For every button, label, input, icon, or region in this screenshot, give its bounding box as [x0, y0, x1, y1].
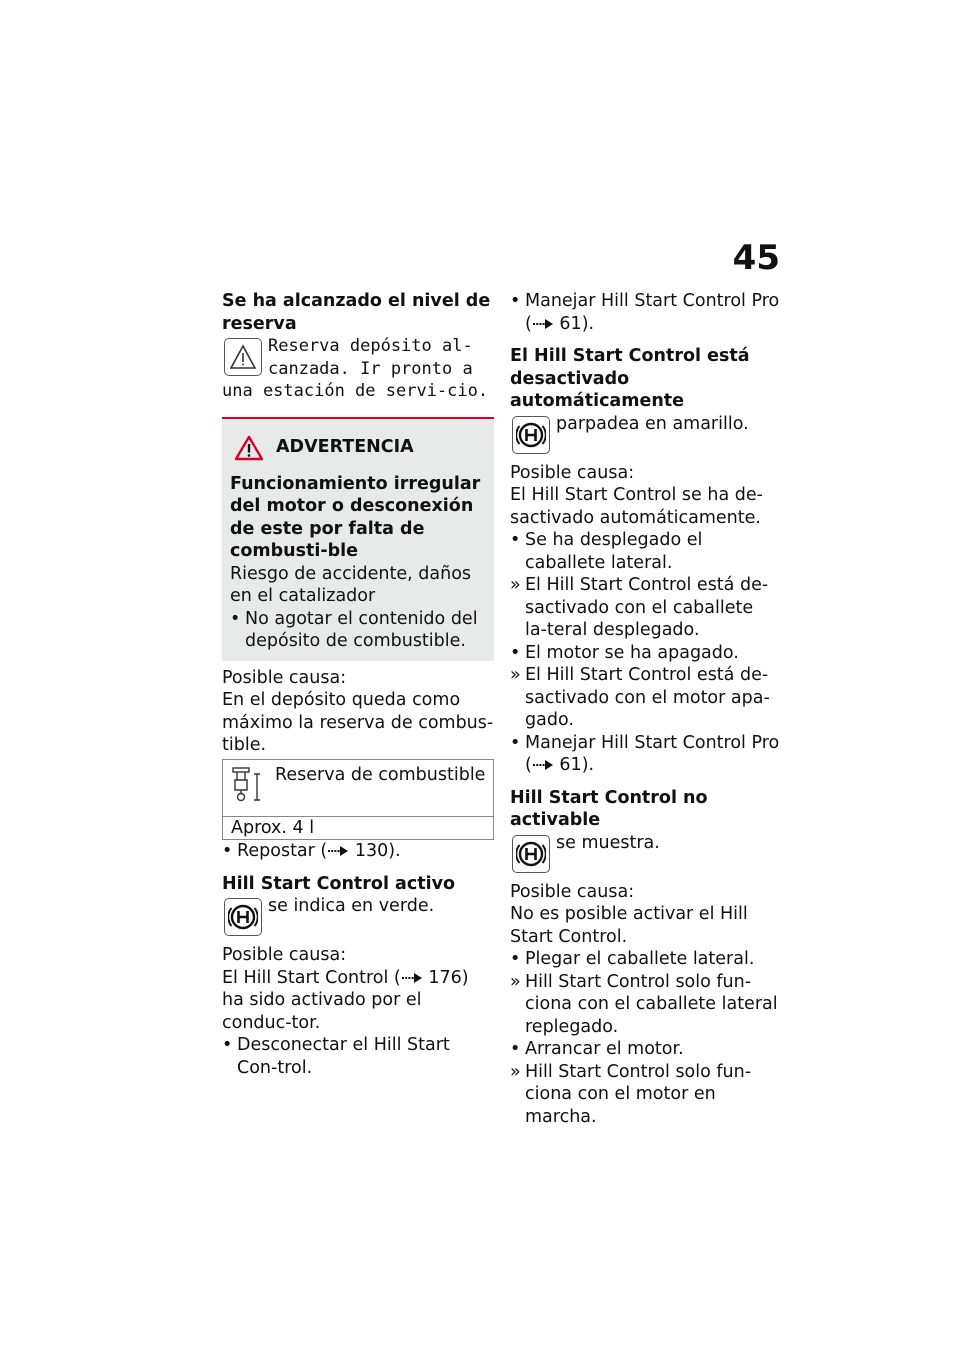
- pro-page: 61: [559, 313, 582, 334]
- refuel-instruction: [222, 840, 494, 863]
- spec-value: Aprox. 4 l: [223, 816, 493, 840]
- refuel-suffix: ).: [388, 841, 401, 861]
- warning-heading: Funcionamiento irregular del motor o desconexión de este por falta de combusti-ble: [230, 473, 481, 561]
- hsc-auto-cause-label: Posible causa:: [510, 462, 635, 483]
- list-item: • Plegar el caballete lateral.: [510, 948, 780, 971]
- hsc-active-actions: [222, 1034, 494, 1079]
- right-column: [510, 290, 780, 1128]
- hsc-auto-list: [510, 642, 780, 665]
- warning-header: [230, 435, 486, 461]
- hsc-auto-heading: El Hill Start Control está desactivado automáticamente: [510, 346, 750, 411]
- pro-text: Manejar Hill Start Control Pro (: [525, 291, 780, 334]
- hsc-active-cause-label: Posible causa:: [222, 945, 347, 965]
- hsc-notact-cause-label: Posible causa:: [510, 881, 635, 902]
- hsc-notact-result: [510, 971, 780, 1039]
- hsc-notact-cause-text: No es posible activar el Hill Start Control.: [510, 904, 748, 947]
- hsc-active-cause: [222, 967, 494, 1035]
- hill-start-h-icon: [512, 835, 550, 873]
- fuel-reserve-icon: [229, 764, 263, 804]
- hsc-notact-indicator: [510, 832, 780, 875]
- hsc-notact-list: [510, 1038, 780, 1061]
- warning-box: [222, 417, 494, 661]
- refuel-text: Repostar (: [237, 841, 328, 861]
- general-warning-icon: [224, 338, 262, 376]
- hsc-auto-list: [510, 529, 780, 574]
- hsc-auto-cause-text: El Hill Start Control se ha de-sactivado automáticamente.: [510, 485, 763, 528]
- fuel-reserve-spec: [222, 759, 494, 841]
- list-item: • Se ha desplegado el caballete lateral.: [510, 529, 780, 574]
- hsc-active-heading: Hill Start Control activo: [222, 873, 456, 894]
- warning-risk: Riesgo de accidente, daños en el catalizador: [230, 563, 472, 606]
- pro-suffix: ).: [581, 755, 595, 775]
- hsc-active-cause-post: ) ha sido activado por el conduc-tor.: [222, 967, 469, 1033]
- hsc-auto-indicator: [510, 413, 780, 456]
- left-column: [222, 290, 494, 1079]
- page-reference-arrow-icon: [532, 759, 554, 771]
- list-item: • Arrancar el motor.: [510, 1038, 780, 1061]
- hsc-active-indicator: [222, 895, 494, 938]
- hill-start-h-icon: [512, 416, 550, 454]
- warning-title: ADVERTENCIA: [276, 437, 414, 458]
- hsc-auto-indicator-text: parpadea en amarillo.: [556, 413, 749, 434]
- hsc-auto-result: [510, 574, 780, 642]
- hsc-notact-heading: Hill Start Control no activable: [510, 787, 708, 830]
- list-item: » Hill Start Control solo fun-ciona con el caballete lateral replegado.: [510, 971, 780, 1039]
- hsc-active-action: • Desconectar el Hill Start Con-trol.: [222, 1034, 494, 1079]
- pro-instruction: [510, 290, 780, 335]
- reserve-indicator: [222, 335, 494, 403]
- hsc-auto-result: [510, 664, 780, 732]
- list-item: • El motor se ha apagado.: [510, 642, 780, 665]
- hsc-notact-list: [510, 948, 780, 971]
- pro-suffix: ).: [581, 313, 595, 334]
- spec-label: Reserva de combustible: [275, 764, 486, 785]
- refuel-list: [222, 840, 494, 863]
- page-reference-arrow-icon: [401, 972, 423, 984]
- page-reference-arrow-icon: [327, 845, 349, 857]
- pro-text: Manejar Hill Start Control Pro (: [525, 732, 780, 775]
- warning-triangle-icon: [234, 435, 264, 461]
- hill-start-h-icon: [224, 898, 262, 936]
- reserve-message: Reserva depósito al-canzada. Ir pronto a una estación de servi-cio.: [222, 336, 489, 401]
- list-item: » El Hill Start Control está de-sactivado con el motor apa-gado.: [510, 664, 780, 732]
- page-number: 45: [732, 238, 780, 278]
- list-item: » El Hill Start Control está de-sactivado con el caballete la-teral desplegado.: [510, 574, 780, 642]
- hsc-notact-result: [510, 1061, 780, 1129]
- reserve-heading: Se ha alcanzado el nivel de reserva: [222, 291, 491, 334]
- reserve-cause-label: Posible causa:: [222, 667, 347, 688]
- reserve-cause-text: En el depósito queda como máximo la reserva de combus-tible.: [222, 690, 494, 755]
- hsc-active-cause-page: 176: [428, 967, 462, 988]
- hsc-auto-list: [510, 732, 780, 777]
- refuel-page: 130: [354, 841, 389, 861]
- page-reference-arrow-icon: [532, 318, 554, 330]
- pro-list: [510, 290, 780, 335]
- warning-actions: [230, 608, 486, 653]
- hsc-notact-indicator-text: se muestra.: [556, 832, 660, 853]
- pro-page: 61: [559, 755, 582, 775]
- hsc-active-cause-pre: El Hill Start Control (: [222, 967, 401, 988]
- list-item: [510, 732, 780, 777]
- hsc-active-indicator-text: se indica en verde.: [268, 896, 435, 916]
- list-item: » Hill Start Control solo fun-ciona con el motor en marcha.: [510, 1061, 780, 1129]
- warning-action: • No agotar el contenido del depósito de combustible.: [230, 608, 486, 653]
